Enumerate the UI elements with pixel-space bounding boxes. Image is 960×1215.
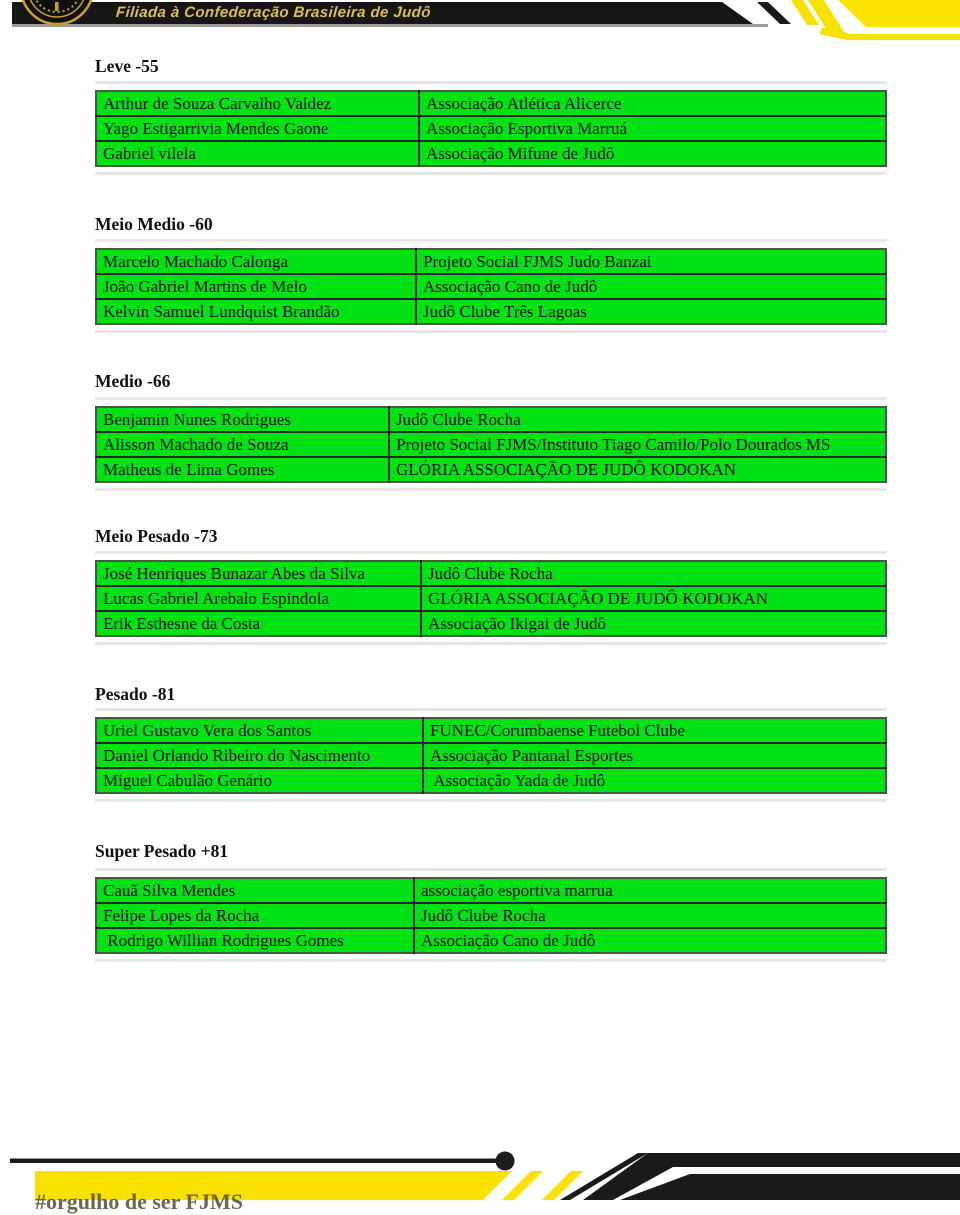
athlete-name-cell: Arthur de Souza Carvalho Valdez: [96, 91, 419, 116]
athletes-table: [95, 406, 887, 483]
club-cell: Associação Atlética Alicerce: [419, 91, 886, 116]
athlete-name-cell: Felipe Lopes da Rocha: [96, 903, 414, 928]
athlete-name-cell: Lucas Gabriel Arebalo Espindola: [96, 586, 421, 611]
club-cell: Judô Clube Rocha: [389, 407, 886, 432]
athlete-name-cell: Erik Esthesne da Costa: [96, 611, 421, 636]
scan-smudge: [95, 488, 887, 491]
club-cell: Judô Clube Três Lagoas: [416, 299, 886, 324]
footer-stripe-yellow-1: [502, 1171, 543, 1200]
athlete-name-cell: Rodrigo Willian Rodrigues Gomes: [96, 928, 414, 953]
athlete-name-cell: Gabriel vilela: [96, 141, 419, 166]
athlete-name-cell: Uriel Gustavo Vera dos Santos: [96, 718, 423, 743]
category-heading: Leve -55: [95, 56, 159, 76]
club-cell: FUNEC/Corumbaense Futebol Clube: [423, 718, 886, 743]
club-cell: Judô Clube Rocha: [421, 561, 886, 586]
athlete-name-cell: Alisson Machado de Souza: [96, 432, 389, 457]
table-row: [96, 561, 886, 586]
category-heading: Pesado -81: [95, 684, 176, 704]
table-row: [96, 116, 886, 141]
club-cell: Associação Yada de Judô: [423, 768, 886, 793]
athlete-name-cell: Daniel Orlando Ribeiro do Nascimento: [96, 743, 423, 768]
scan-smudge: [95, 551, 887, 554]
header-corner-yellow-block: [838, 0, 960, 27]
scan-smudge: [95, 397, 887, 400]
scan-smudge: [95, 799, 887, 802]
athlete-name-cell: Marcelo Machado Calonga: [96, 249, 416, 274]
scan-smudge: [95, 642, 887, 645]
footer-rule-dot: [496, 1152, 515, 1171]
header-stripe-black: [757, 2, 791, 24]
club-cell: Associação Cano de Judô: [416, 274, 886, 299]
table-row: [96, 91, 886, 116]
scan-smudge: [95, 239, 887, 242]
athlete-name-cell: Miguel Cabulão Genário: [96, 768, 423, 793]
table-row: [96, 718, 886, 743]
table-row: [96, 611, 886, 636]
club-cell: Judô Clube Rocha: [414, 903, 886, 928]
club-cell: associação esportiva marrua: [414, 878, 886, 903]
athlete-name-cell: José Henriques Bunazar Abes da Silva: [96, 561, 421, 586]
athletes-table: [95, 90, 887, 167]
category-heading: Meio Pesado -73: [95, 526, 218, 546]
club-cell: Associação Esportiva Marruá: [419, 116, 886, 141]
table-row: [96, 249, 886, 274]
table-row: [96, 768, 886, 793]
scan-smudge: [95, 959, 887, 962]
table-row: [96, 457, 886, 482]
header-bar-shadow: [12, 24, 768, 27]
club-cell: Associação Ikigai de Judô: [421, 611, 886, 636]
category-heading: Super Pesado +81: [95, 841, 229, 861]
club-cell: Associação Cano de Judô: [414, 928, 886, 953]
athletes-table: [95, 717, 887, 794]
table-row: [96, 903, 886, 928]
club-cell: Associação Mifune de Judô: [419, 141, 886, 166]
athlete-name-cell: João Gabriel Martins de Melo: [96, 274, 416, 299]
table-row: [96, 141, 886, 166]
club-cell: Projeto Social FJMS Judo Banzai: [416, 249, 886, 274]
category-heading: Medio -66: [95, 371, 171, 391]
athlete-name-cell: Matheus de Lima Gomes: [96, 457, 389, 482]
affiliation-text: Filiada à Confederação Brasileira de Judô: [115, 4, 432, 21]
athlete-name-cell: Cauã Silva Mendes: [96, 878, 414, 903]
table-row: [96, 743, 886, 768]
scan-smudge: [95, 172, 887, 175]
scan-smudge: [95, 81, 887, 84]
category-heading: Meio Medio -60: [95, 214, 213, 234]
club-cell: GLÓRIA ASSOCIAÇÃO DE JUDÔ KODOKAN: [389, 457, 886, 482]
table-row: [96, 432, 886, 457]
table-row: [96, 274, 886, 299]
club-cell: GLÓRIA ASSOCIAÇÃO DE JUDÔ KODOKAN: [421, 586, 886, 611]
club-cell: Associação Pantanal Esportes: [423, 743, 886, 768]
scan-smudge: [95, 708, 887, 711]
scan-smudge: [95, 330, 887, 333]
footer-black-block: [620, 1174, 960, 1200]
athletes-table: [95, 248, 887, 325]
table-row: [96, 928, 886, 953]
table-row: [96, 586, 886, 611]
scan-smudge: [95, 868, 887, 871]
footer-hashtag: #orgulho de ser FJMS: [35, 1189, 243, 1214]
athlete-name-cell: Yago Estigarrivia Mendes Gaone: [96, 116, 419, 141]
table-row: [96, 299, 886, 324]
athletes-table: [95, 560, 887, 637]
table-row: [96, 407, 886, 432]
athlete-name-cell: Benjamin Nunes Rodrigues: [96, 407, 389, 432]
header-stripe-yellow-2: [808, 0, 844, 32]
athlete-name-cell: Kelvin Samuel Lundquist Brandão: [96, 299, 416, 324]
athletes-table: [95, 877, 887, 954]
footer-rule: [10, 1159, 498, 1164]
club-cell: Projeto Social FJMS/Instituto Tiago Camilo/Polo Dourados MS: [389, 432, 886, 457]
table-row: [96, 878, 886, 903]
